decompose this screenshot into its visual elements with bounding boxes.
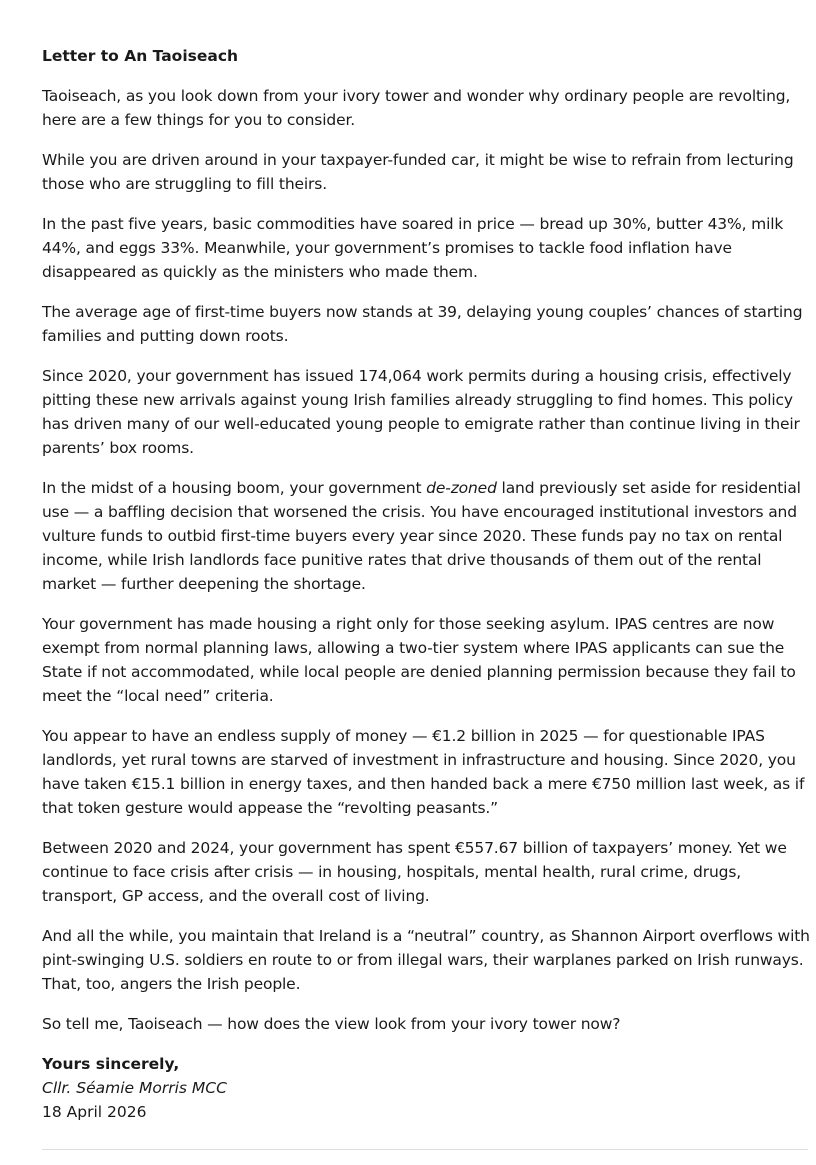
footer-divider bbox=[42, 1149, 808, 1150]
paragraph-asylum-housing: Your government has made housing a right only for those seeking asylum. IPAS centres are now exempt from normal planning laws, allowing a two-tier system where IPAS applicants can sue the State if not accommodated, while local people are denied planning permission because they fail to meet the “local need” criteria. bbox=[42, 615, 796, 705]
paragraph-spending: Between 2020 and 2024, your government has spent €557.67 billion of taxpayers’ money. Yet we continue to face crisis after crisis — in housing, hospitals, mental health, rural crime, drugs, transport, GP access, and the overall cost of living. bbox=[42, 839, 787, 905]
paragraph-neutrality: And all the while, you maintain that Ireland is a “neutral” country, as Shannon Airport overflows with pint-swinging U.S. soldiers en route to or from illegal wars, their warplanes parked on Irish runways. That, too, angers the Irish people. bbox=[42, 927, 810, 993]
paragraph-first-time-buyers: The average age of first-time buyers now stands at 39, delaying young couples’ chances of starting families and putting down roots. bbox=[42, 303, 803, 345]
signatory: Cllr. Séamie Morris MCC bbox=[42, 1079, 227, 1097]
paragraph-money: You appear to have an endless supply of money — €1.2 billion in 2025 — for questionable IPAS landlords, yet rural towns are starved of investment in infrastructure and housing. Since 2020, you have taken €15.1 billion in energy taxes, and then handed back a mere €750 million last week, as if that token gesture would appease the “revolting peasants.” bbox=[42, 727, 805, 817]
closing: Yours sincerely, bbox=[42, 1055, 180, 1073]
paragraph-ivory-tower: Taoiseach, as you look down from your ivory tower and wonder why ordinary people are revolting, here are a few things for you to consider. bbox=[42, 87, 791, 129]
letter bbox=[42, 44, 812, 1124]
dezoned-emphasis: de-zoned bbox=[426, 479, 497, 497]
dezoned-before: In the midst of a housing boom, your government bbox=[42, 479, 427, 497]
paragraph-commodities: In the past five years, basic commodities have soared in price — bread up 30%, butter 43%, milk 44%, and eggs 33%. Meanwhile, your government’s promises to tackle food inflation have disappeared as quickly as the ministers who made them. bbox=[42, 215, 784, 281]
letter-date: 18 April 2026 bbox=[42, 1103, 147, 1121]
signoff bbox=[42, 1052, 812, 1124]
letter-title: Letter to An Taoiseach bbox=[42, 47, 239, 65]
paragraph-dezoned bbox=[42, 476, 812, 596]
paragraph-question: So tell me, Taoiseach — how does the view look from your ivory tower now? bbox=[42, 1015, 621, 1033]
paragraph-car: While you are driven around in your taxpayer-funded car, it might be wise to refrain from lecturing those who are struggling to fill theirs. bbox=[42, 151, 794, 193]
paragraph-work-permits: Since 2020, your government has issued 174,064 work permits during a housing crisis, effectively pitting these new arrivals against young Irish families already struggling to find homes. This policy has driven many of our well-educated young people to emigrate rather than continue living in their parents’ box rooms. bbox=[42, 367, 800, 457]
dezoned-after: land previously set aside for residential use — a baffling decision that worsened the crisis. You have encouraged institutional investors and vulture funds to outbid first-time buyers every year since 2020. These funds pay no tax on rental income, while Irish landlords face punitive rates that drive thousands of them out of the rental market — further deepening the shortage. bbox=[42, 479, 801, 593]
